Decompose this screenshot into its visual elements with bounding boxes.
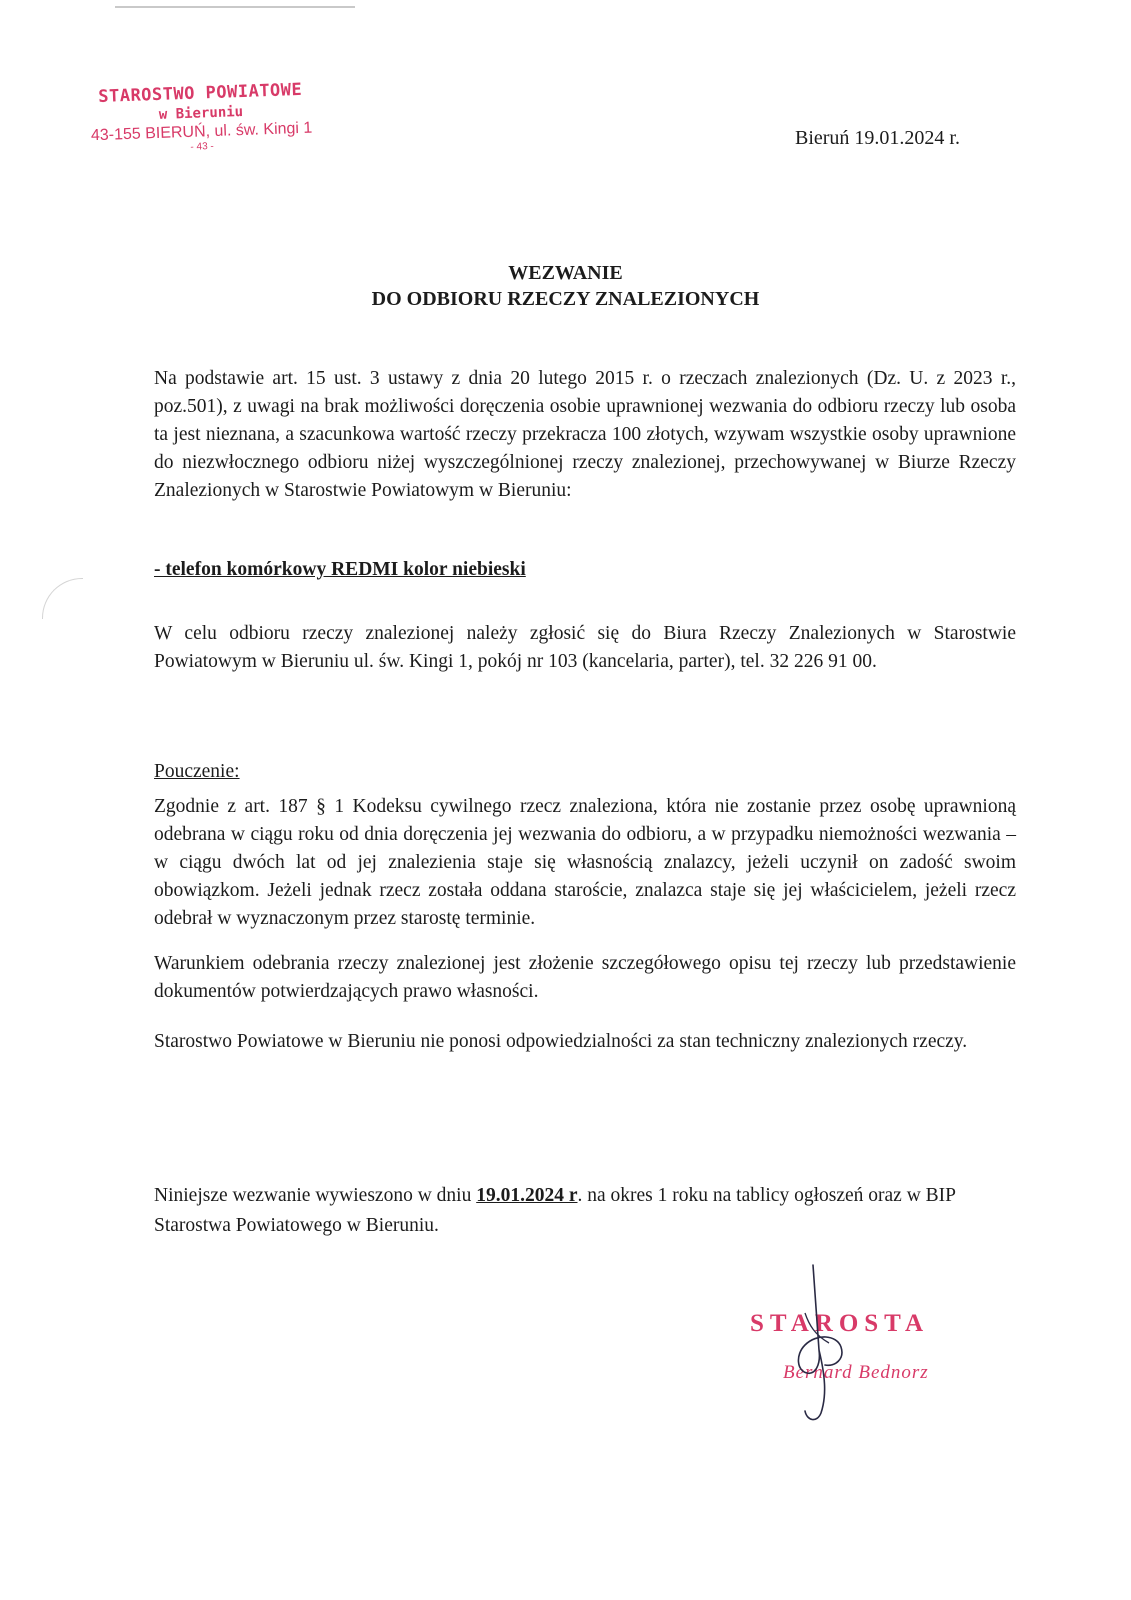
instruction-paragraph-3: Starostwo Powiatowe w Bieruniu nie ponosi odpowiedzialności za stan techniczny znalezionych rzeczy. bbox=[154, 1031, 968, 1052]
instruction-paragraph-1: Zgodnie z art. 187 § 1 Kodeksu cywilnego rzecz znaleziona, która nie zostanie przez osobę uprawnioną odebrana w ciągu roku od dnia doręczenia jej wezwania do odbioru, a w przypadku niemożności wezwania – w ciągu dwóch lat od jej znalezienia staje się własnością znalazcy, jeżeli uczynił on zadość swoim obowiązkom. Jeżeli jednak rzecz została oddana staroście, znalazca staje się jej właścicielem, jeżeli rzecz odebrał w wyznaczonym przez starostę terminie. bbox=[154, 796, 1016, 929]
instruction-heading: Pouczenie: bbox=[154, 761, 240, 782]
scan-artifact bbox=[42, 578, 83, 619]
posting-notice bbox=[154, 1181, 1024, 1241]
signature-title: STAROSTA bbox=[750, 1310, 930, 1337]
stamp-line-2: w Bieruniu bbox=[158, 103, 244, 123]
posting-text-before: Niniejsze wezwanie wywieszono w dniu bbox=[154, 1185, 477, 1206]
office-stamp bbox=[70, 79, 332, 157]
signature-name: Bernard Bednorz bbox=[783, 1362, 929, 1383]
pickup-paragraph: W celu odbioru rzeczy znalezionej należy zgłosić się do Biura Rzeczy Znalezionych w Starostwie Powiatowym w Bieruniu ul. św. Kingi 1, pokój nr 103 (kancelaria, parter), tel. 32 226 91 00. bbox=[154, 623, 1016, 672]
stamp-line-3: 43-155 BIERUŃ, ul. św. Kingi 1 bbox=[90, 119, 313, 145]
signature-block bbox=[745, 1310, 995, 1420]
posting-text-after: . na okres 1 roku na tablicy ogłoszeń oraz w BIP Starostwa Powiatowego w Bieruniu. bbox=[154, 1185, 956, 1236]
stamp-line-4: - 43 - bbox=[190, 141, 214, 153]
document-title: WEZWANIE bbox=[508, 262, 623, 284]
document-subtitle: DO ODBIORU RZECZY ZNALEZIONYCH bbox=[371, 288, 760, 310]
found-item: - telefon komórkowy REDMI kolor niebieski bbox=[154, 559, 526, 580]
scan-edge-line bbox=[115, 6, 355, 8]
document-date: Bieruń 19.01.2024 r. bbox=[795, 127, 960, 149]
handwritten-signature bbox=[745, 1255, 965, 1425]
posting-date: 19.01.2024 r bbox=[476, 1185, 578, 1206]
intro-paragraph: Na podstawie art. 15 ust. 3 ustawy z dnia 20 lutego 2015 r. o rzeczach znalezionych (Dz. U. z 2023 r., poz.501), z uwagi na brak możliwości doręczenia osobie uprawnionej wezwania do odbioru rzeczy lub osoba ta jest nieznana, a szacunkowa wartość rzeczy przekracza 100 złotych, wzywam wszystkie osoby uprawnione do niezwłocznego odbioru niżej wyszczególnionej rzeczy znalezionej, przechowywanej w Biurze Rzeczy Znalezionych w Starostwie Powiatowym w Bieruniu: bbox=[154, 368, 1016, 501]
instruction-paragraph-2: Warunkiem odebrania rzeczy znalezionej jest złożenie szczegółowego opisu tej rzeczy lub przedstawienie dokumentów potwierdzających prawo własności. bbox=[154, 953, 1016, 1002]
stamp-line-1: STAROSTWO POWIATOWE bbox=[97, 79, 303, 108]
